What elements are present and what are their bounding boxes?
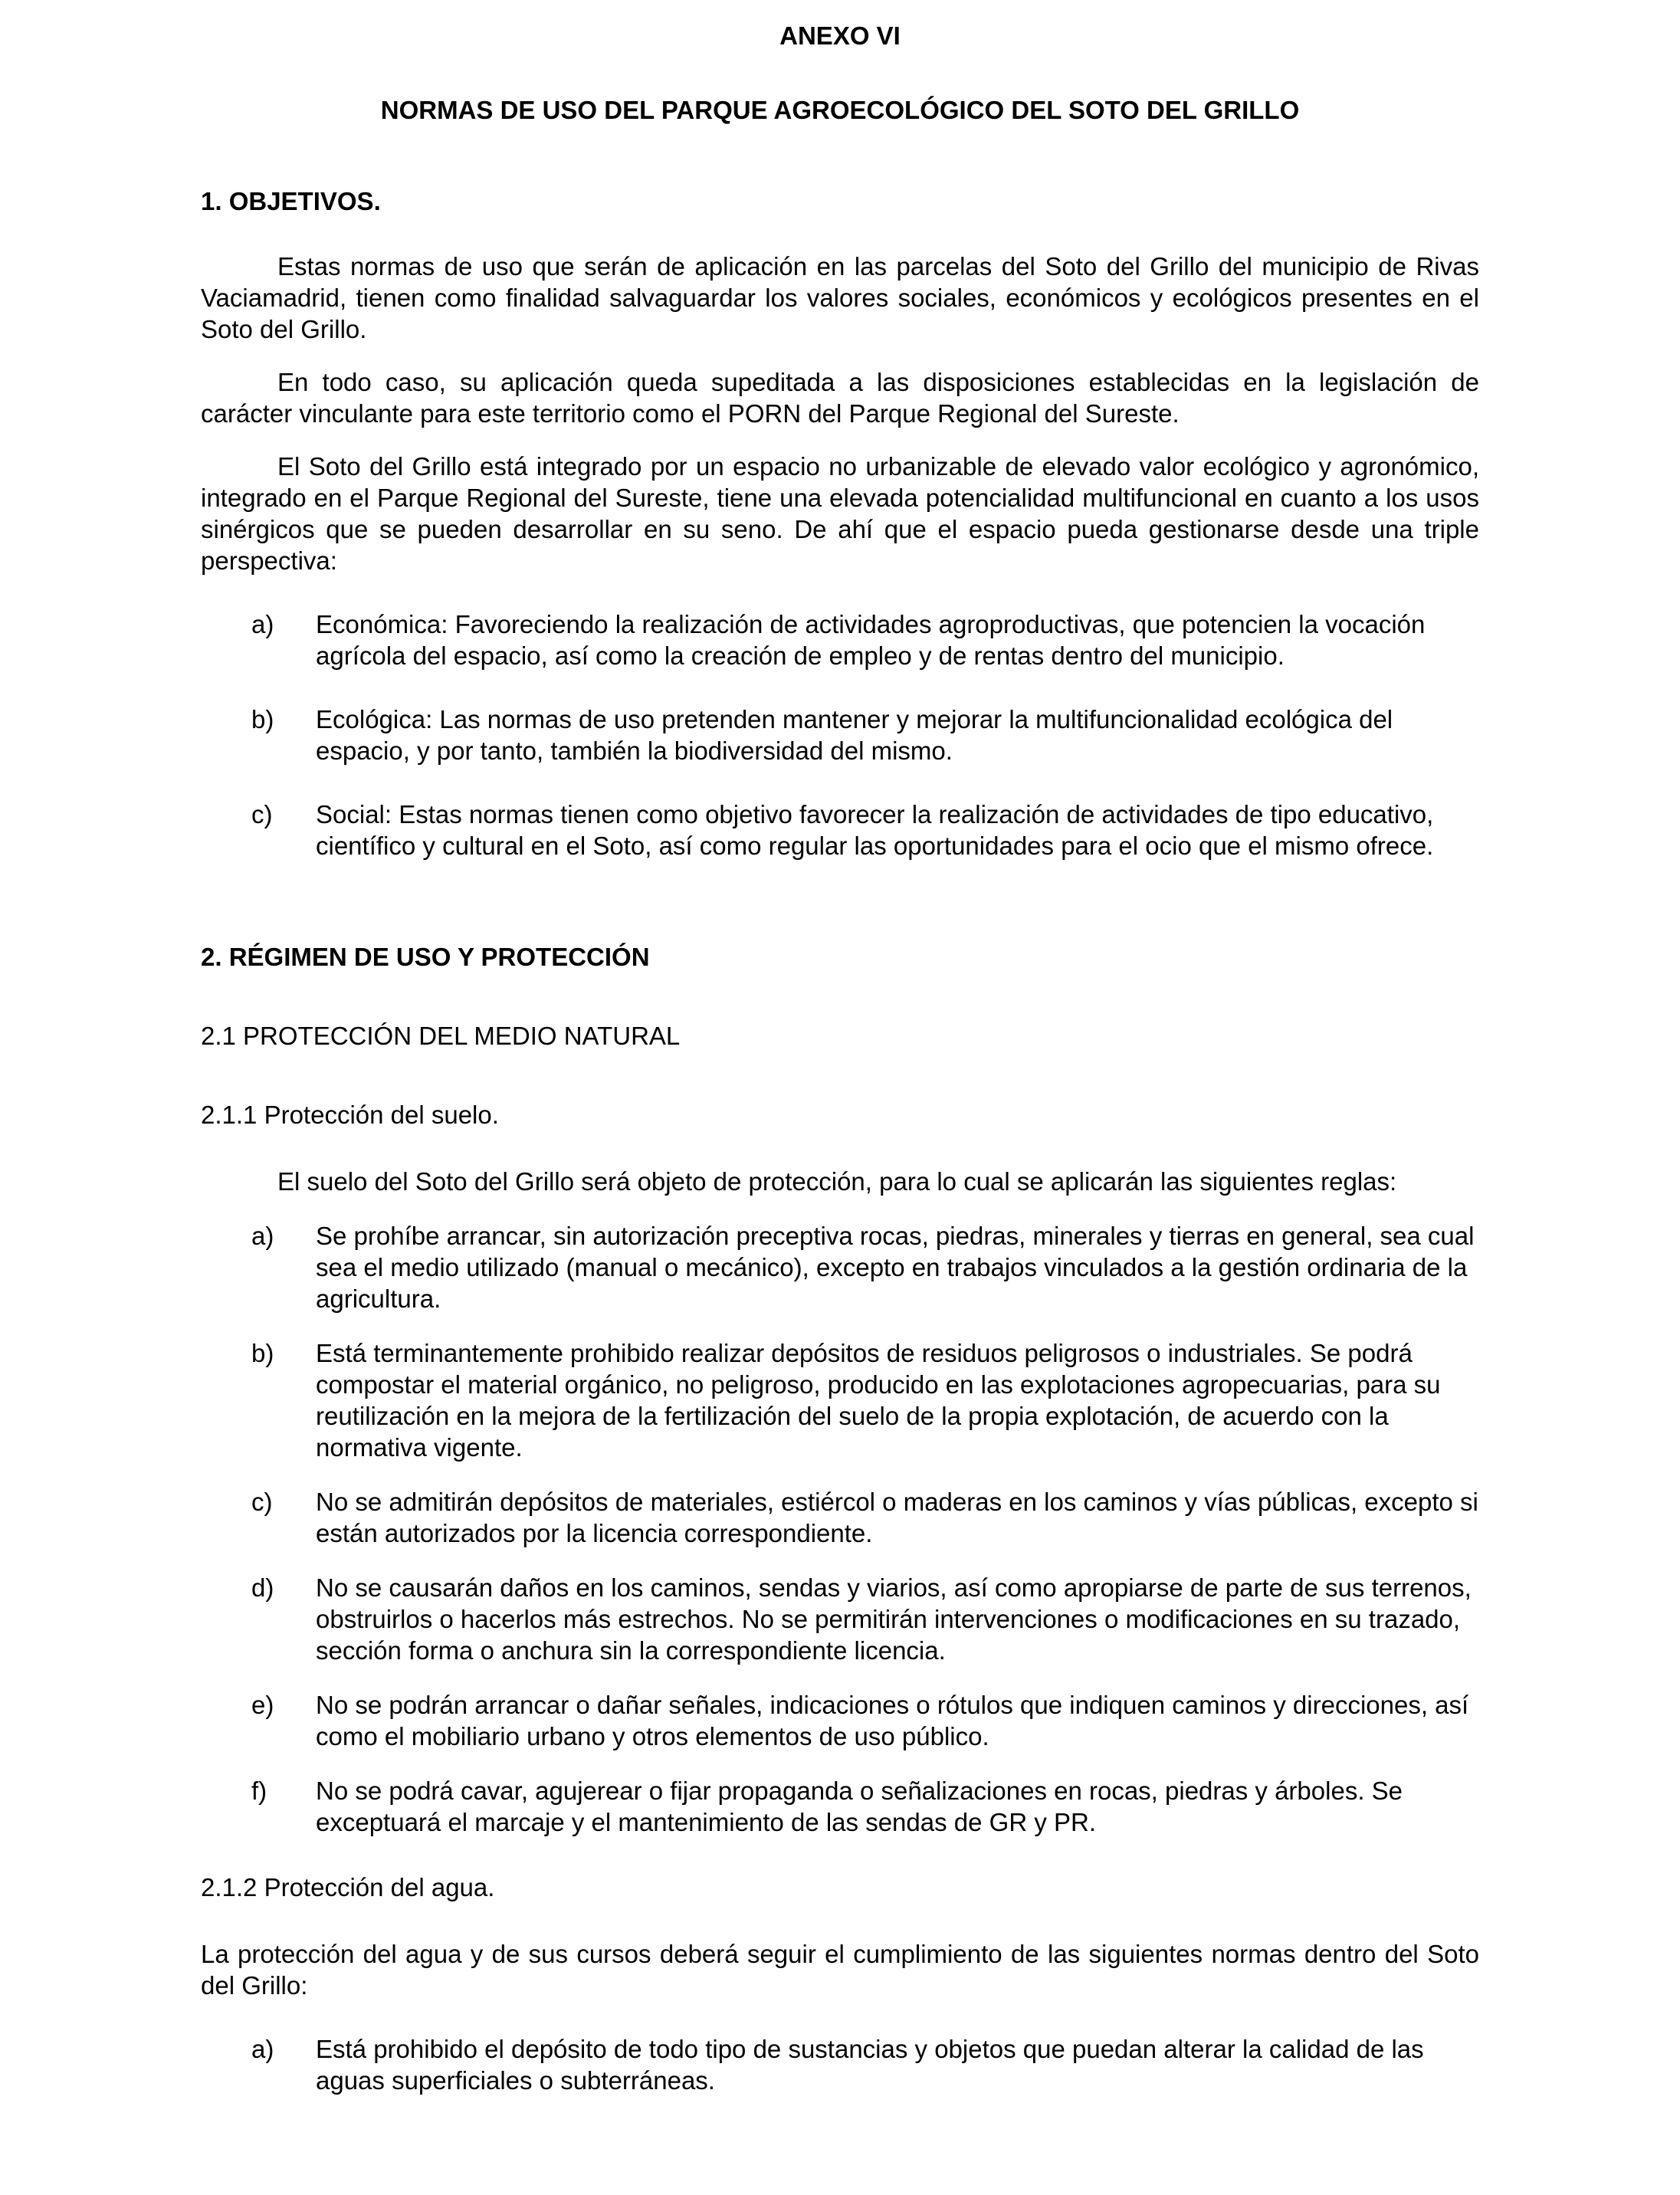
list-item: [201, 1689, 1479, 1752]
list-item-marker: b): [251, 705, 274, 733]
section-2-heading: 2. RÉGIMEN DE USO Y PROTECCIÓN: [201, 943, 650, 971]
list-item: [201, 1775, 1479, 1838]
list-item-marker: a): [251, 2035, 274, 2063]
list-item: [201, 704, 1479, 766]
list-item-text: Ecológica: Las normas de uso pretenden mantener y mejorar la multifuncionalidad ecológica del espacio, y por tanto, también la biodiversidad del mismo.: [316, 705, 1393, 765]
list-item: [201, 609, 1479, 671]
list-item-text: Está terminantemente prohibido realizar depósitos de residuos peligrosos o industriales. Se podrá compostar el material orgánico, no peligroso, producido en las explotaciones agropecuarias, para su reutilización en la mejora de la fertilización del suelo de la propia explotación, de acuerdo con la normativa vigente.: [316, 1339, 1441, 1462]
list-item-marker: a): [251, 1222, 274, 1250]
list-item-marker: f): [251, 1777, 267, 1805]
annex-title: ANEXO VI: [779, 21, 901, 50]
list-item: [201, 1220, 1479, 1314]
list-item-marker: c): [251, 800, 273, 828]
section-1-heading: 1. OBJETIVOS.: [201, 187, 381, 215]
list-item-marker: b): [251, 1339, 274, 1367]
list-item-text: Social: Estas normas tienen como objetivo favorecer la realización de actividades de tipo educativo, científico y cultural en el Soto, así como regular las oportunidades para el ocio que el mismo ofrece.: [316, 800, 1434, 860]
objetivos-paragraph-1: Estas normas de uso que serán de aplicación en las parcelas del Soto del Grillo del municipio de Rivas Vaciamadrid, tienen como finalidad salvaguardar los valores sociales, económicos y ecológicos presentes en el Soto del Grillo.: [201, 252, 1479, 343]
list-item: [201, 1486, 1479, 1549]
list-item: [201, 1337, 1479, 1463]
objetivos-paragraph-3: El Soto del Grillo está integrado por un espacio no urbanizable de elevado valor ecológico y agronómico, integrado en el Parque Regional del Sureste, tiene una elevada potencialidad multifuncional en cuanto a los usos sinérgicos que se pueden desarrollar en su seno. De ahí que el espacio pueda gestionarse desde una triple perspectiva:: [201, 452, 1479, 575]
list-item: [201, 799, 1479, 861]
list-item-text: Económica: Favoreciendo la realización de actividades agroproductivas, que potencien la vocación agrícola del espacio, así como la creación de empleo y de rentas dentro del municipio.: [316, 610, 1426, 670]
list-item-text: Se prohíbe arrancar, sin autorización preceptiva rocas, piedras, minerales y tierras en general, sea cual sea el medio utilizado (manual o mecánico), excepto en trabajos vinculados a la gestión ordinaria de la agricultura.: [316, 1222, 1475, 1313]
section-2-1-2-heading: 2.1.2 Protección del agua.: [201, 1873, 495, 1901]
list-item-marker: c): [251, 1488, 273, 1516]
section-2-1-1-heading: 2.1.1 Protección del suelo.: [201, 1101, 499, 1129]
suelo-intro-paragraph: El suelo del Soto del Grillo será objeto de protección, para lo cual se aplicarán las siguientes reglas:: [277, 1167, 1397, 1196]
document-title: NORMAS DE USO DEL PARQUE AGROECOLÓGICO DEL SOTO DEL GRILLO: [380, 96, 1300, 124]
agua-intro-paragraph: La protección del agua y de sus cursos deberá seguir el cumplimiento de las siguientes normas dentro del Soto del Grillo:: [201, 1940, 1479, 2000]
list-item-text: No se admitirán depósitos de materiales, estiércol o maderas en los caminos y vías públicas, excepto si están autorizados por la licencia correspondiente.: [316, 1488, 1478, 1547]
list-item-text: No se causarán daños en los caminos, sendas y viarios, así como apropiarse de parte de sus terrenos, obstruirlos o hacerlos más estrechos. No se permitirán intervenciones o modificaciones en su trazado, sección forma o anchura sin la correspondiente licencia.: [316, 1573, 1472, 1665]
agua-list: [201, 2033, 1479, 2096]
list-item-marker: e): [251, 1691, 274, 1719]
list-item-marker: d): [251, 1573, 274, 1602]
list-item-text: No se podrán arrancar o dañar señales, indicaciones o rótulos que indiquen caminos y direcciones, así como el mobiliario urbano y otros elementos de uso público.: [316, 1691, 1469, 1750]
list-item-marker: a): [251, 610, 274, 638]
list-item: [201, 1572, 1479, 1666]
list-item-text: Está prohibido el depósito de todo tipo de sustancias y objetos que puedan alterar la calidad de las aguas superficiales o subterráneas.: [316, 2035, 1424, 2095]
suelo-list: [201, 1220, 1479, 1838]
objetivos-list: [201, 609, 1479, 861]
list-item-text: No se podrá cavar, agujerear o fijar propaganda o señalizaciones en rocas, piedras y árboles. Se exceptuará el marcaje y el mantenimiento de las sendas de GR y PR.: [316, 1777, 1403, 1836]
list-item: [201, 2033, 1479, 2096]
objetivos-paragraph-2: En todo caso, su aplicación queda supeditada a las disposiciones establecidas en la legislación de carácter vinculante para este territorio como el PORN del Parque Regional del Sureste.: [201, 368, 1479, 428]
section-2-1-heading: 2.1 PROTECCIÓN DEL MEDIO NATURAL: [201, 1022, 681, 1050]
